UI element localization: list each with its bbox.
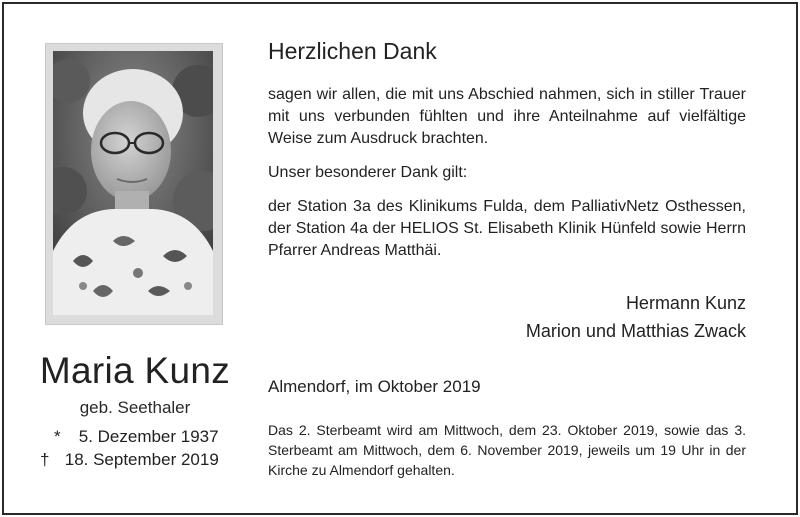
portrait-photo [53,51,213,315]
place-date: Almendorf, im Oktober 2019 [268,377,481,396]
thanks-paragraph: sagen wir allen, die mit uns Abschied nahmen, sich in stiller Trauer mit uns verbunden fühlten und ihre Anteilnahme auf vielfältige Weise zum Ausdruck brachten. [268,86,746,147]
birth-date: 5. Dezember 1937 [78,427,219,446]
birth-date-row [40,427,219,447]
birth-name: geb. Seethaler [79,398,191,417]
died-symbol: † [40,450,50,469]
born-symbol: * [54,427,61,446]
deceased-name: Maria Kunz [39,350,231,391]
death-date: 18. September 2019 [64,450,219,469]
signatory-1: Hermann Kunz [625,293,746,313]
mass-notice: Das 2. Sterbeamt wird am Mittwoch, dem 23. Oktober 2019, sowie das 3. Sterbeamt am Mittwoch, dem 6. November 2019, jeweils um 19 Uhr in der Kirche zu Almendorf gehalten. [268,422,746,478]
special-thanks-list: der Station 3a des Klinikums Fulda, dem PalliativNetz Osthessen, der Station 4a der HELIOS St. Elisabeth Klinik Hünfeld sowie Herrn Pfarrer Andreas Matthäi. [268,198,746,259]
signatory-2: Marion und Matthias Zwack [525,321,746,341]
special-thanks-intro: Unser besonderer Dank gilt: [268,164,468,181]
death-date-row [40,450,219,470]
thanks-heading: Herzlichen Dank [268,38,437,64]
